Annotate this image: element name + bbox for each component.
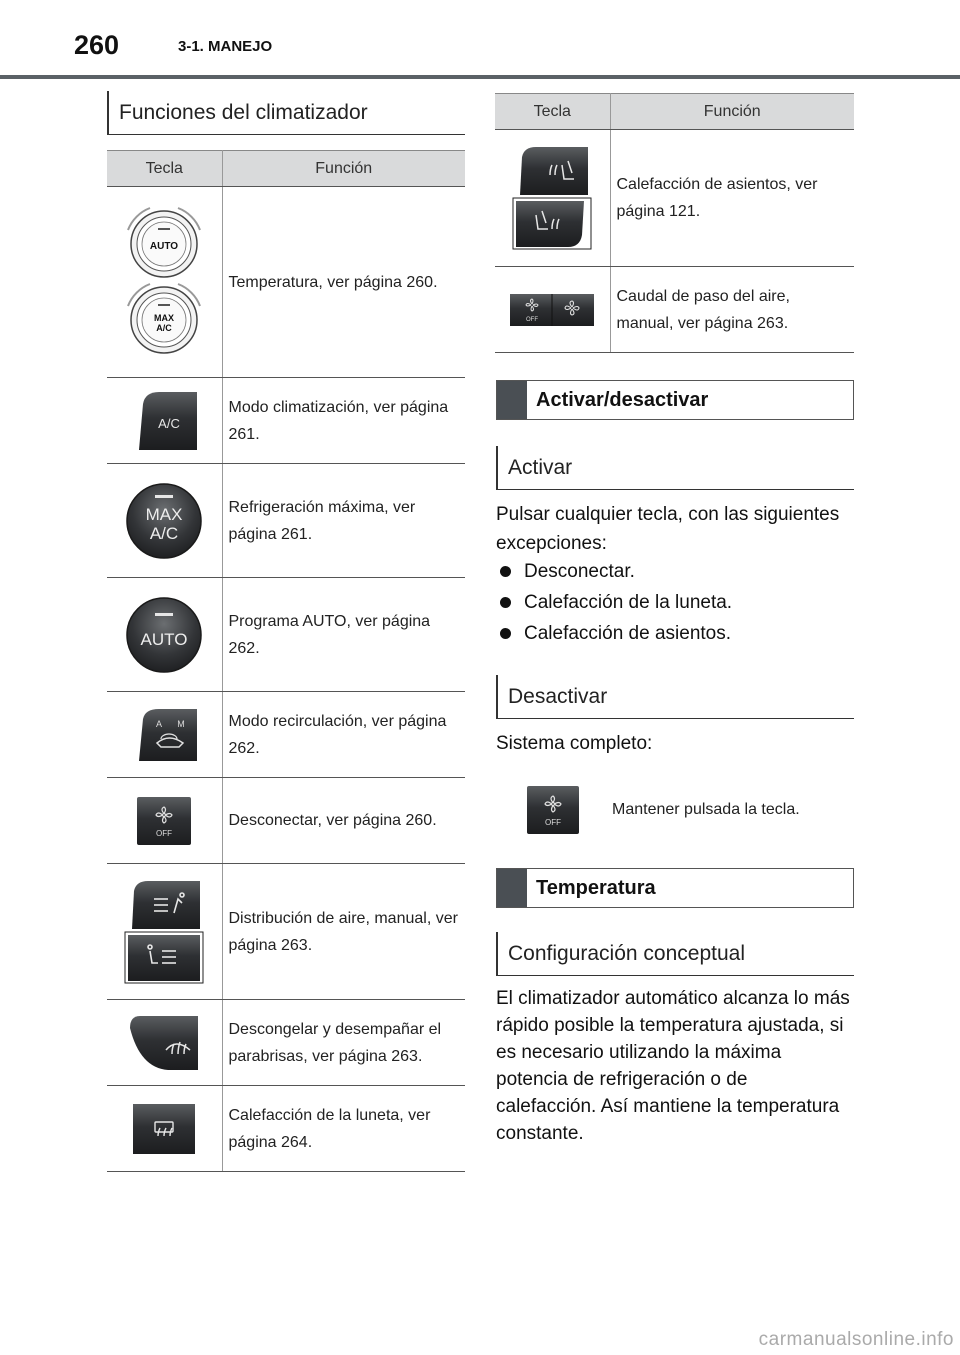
list-item: Calefacción de asientos. [496,618,856,649]
function-text: Calefacción de la luneta, ver página 264. [222,1086,465,1172]
auto-button-icon [124,595,204,675]
table-row [495,130,854,267]
table-row [107,378,465,464]
table-row [107,864,465,1000]
auto-label: AUTO [150,241,179,252]
function-text: Descongelar y desempañar el parabrisas, ver página 263. [222,1000,465,1086]
heading-climate-functions [107,91,465,135]
deactivate-paragraph: Sistema completo: [496,733,653,754]
concept-paragraph: El climatizador automático alcanza lo más rápido posible la temperatura ajustada, si es necesario utilizando la máxima potencia de refrigeración o de calefacción. Así mantiene la temperatura constante. [496,988,850,1144]
function-text: Temperatura, ver página 260. [222,187,465,378]
table-row [107,578,465,692]
list-item: Calefacción de la luneta. [496,587,856,618]
col-header-function: Función [610,94,854,130]
climate-functions-table [107,150,465,1172]
section-temperature-title: Temperatura [536,876,656,899]
subheading-activate-text: Activar [508,455,573,479]
section-activate-deactivate [496,380,854,420]
table-row [107,778,465,864]
fan-off-button-icon [525,784,581,836]
fan-off-button-icon [135,795,193,847]
subheading-deactivate [496,675,854,719]
section-bar [497,869,527,907]
ac-button-label: A/C [158,415,181,431]
fan-speed-buttons-icon [508,290,596,330]
recirc-label-m: M [177,718,185,729]
ac-label: A/C [156,323,172,333]
max-ac-button-icon [124,481,204,561]
subheading-conceptual [496,932,854,976]
exceptions-list [496,556,856,649]
seat-heating-buttons-icon [512,145,592,251]
section-reference: 3-1. MANEJO [178,38,273,55]
subheading-conceptual-text: Configuración conceptual [508,941,745,965]
subheading-activate [496,446,854,490]
table-header-row [495,94,854,130]
table-header-row [107,151,465,187]
function-text: Distribución de aire, manual, ver página 263. [222,864,465,1000]
table-row [107,187,465,378]
watermark: carmanualsonline.info [758,1329,954,1350]
deactivate-row [496,770,854,850]
section-activate-deactivate-title: Activar/desactivar [536,388,709,411]
recirculation-button-icon [129,707,199,763]
air-distribution-buttons-icon [124,879,204,985]
temperature-dials-icon [119,202,209,362]
table-row [107,1086,465,1172]
function-text: Calefacción de asientos, ver página 121. [610,130,854,267]
activate-paragraph: Pulsar cualquier tecla, con las siguientes excepciones: [496,504,840,554]
auto-button-label: AUTO [140,629,188,649]
max-label: MAX [154,313,175,323]
off-label: OFF [545,818,561,827]
col-header-key: Tecla [495,94,610,130]
ac-button-label: A/C [150,523,179,543]
function-text: Refrigeración máxima, ver página 261. [222,464,465,578]
list-item: Desconectar. [496,556,856,587]
subheading-deactivate-text: Desactivar [508,684,608,708]
page-header [0,0,960,80]
function-text: Modo climatización, ver página 261. [222,378,465,464]
page-number: 260 [74,30,120,60]
windshield-defrost-button-icon [128,1014,200,1072]
off-label: OFF [156,828,173,838]
deactivate-instruction: Mantener pulsada la tecla. [612,801,800,818]
seat-fan-functions-table [495,93,854,353]
ac-button-icon [129,390,199,452]
function-text: Caudal de paso del aire, manual, ver página 263. [610,267,854,353]
section-temperature [496,868,854,908]
table-row [107,1000,465,1086]
fan-off-label: OFF [526,316,539,323]
function-text: Desconectar, ver página 260. [222,778,465,864]
heading-climate-functions-text: Funciones del climatizador [119,100,368,124]
table-row [107,464,465,578]
col-header-function: Función [222,151,465,187]
rear-window-heating-button-icon [131,1102,197,1156]
table-row [495,267,854,353]
function-text: Programa AUTO, ver página 262. [222,578,465,692]
max-button-label: MAX [145,504,183,524]
table-row [107,692,465,778]
section-bar [497,381,527,419]
col-header-key: Tecla [107,151,222,187]
header-rule [0,75,960,79]
function-text: Modo recirculación, ver página 262. [222,692,465,778]
recirc-label-a: A [156,718,163,729]
